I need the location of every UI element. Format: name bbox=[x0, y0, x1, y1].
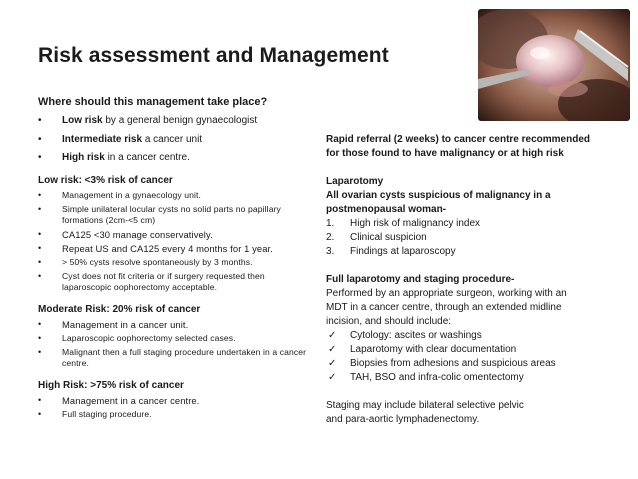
risk-level-list bbox=[38, 114, 313, 166]
list-item bbox=[326, 231, 616, 245]
checkmark-icon: ✓ bbox=[328, 372, 337, 383]
item-text: Simple unilateral locular cysts no solid parts no papillary formations (2cm-<5 cm) bbox=[62, 203, 281, 225]
list-item bbox=[38, 319, 313, 330]
item-text: Full staging procedure. bbox=[62, 408, 152, 419]
item-text: Cyst does not fit criteria or if surgery requested then laparoscopic oophorectomy acceptable. bbox=[62, 270, 265, 292]
item-text: Cytology: ascites or washings bbox=[350, 330, 482, 341]
list-item bbox=[326, 245, 616, 259]
bullet-icon: • bbox=[38, 394, 42, 405]
bullet-icon: • bbox=[38, 152, 42, 163]
bullet-icon: • bbox=[38, 115, 42, 126]
list-item bbox=[326, 371, 616, 385]
low-risk-heading: Low risk: <3% risk of cancer bbox=[38, 174, 173, 186]
bullet-icon: • bbox=[38, 270, 42, 281]
checkmark-icon: ✓ bbox=[328, 358, 337, 369]
staging-note: Staging may include bilateral selective pelvic bbox=[326, 400, 524, 411]
laparotomy-criteria-list bbox=[326, 217, 616, 259]
bullet-icon: • bbox=[38, 203, 42, 214]
bullet-icon: • bbox=[38, 189, 42, 200]
full-laparotomy-text: Performed by an appropriate surgeon, working with an bbox=[326, 288, 567, 299]
right-column bbox=[326, 133, 616, 427]
list-item bbox=[38, 409, 313, 420]
low-risk-list bbox=[38, 190, 313, 293]
risk-label: High risk bbox=[62, 152, 105, 163]
item-text: Laparotomy with clear documentation bbox=[350, 344, 517, 355]
list-item bbox=[38, 151, 313, 166]
item-text: Biopsies from adhesions and suspicious areas bbox=[350, 358, 556, 369]
bullet-icon: • bbox=[38, 332, 42, 343]
list-item bbox=[326, 329, 616, 343]
staging-checklist bbox=[326, 329, 616, 385]
high-risk-heading: High Risk: >75% risk of cancer bbox=[38, 379, 184, 391]
item-text: Management in a gynaecology unit. bbox=[62, 189, 201, 200]
referral-line: for those found to have malignancy or at high risk bbox=[326, 148, 564, 159]
bullet-icon: • bbox=[38, 346, 42, 357]
risk-label: Low risk bbox=[62, 115, 103, 126]
checkmark-icon: ✓ bbox=[328, 344, 337, 355]
high-risk-list bbox=[38, 395, 313, 420]
moderate-risk-heading: Moderate Risk: 20% risk of cancer bbox=[38, 303, 201, 315]
staging-note: and para-aortic lymphadenectomy. bbox=[326, 414, 480, 425]
list-item bbox=[38, 114, 313, 129]
full-laparotomy-heading: Full laparotomy and staging procedure- bbox=[326, 274, 515, 285]
bullet-icon: • bbox=[38, 256, 42, 267]
list-item bbox=[326, 357, 616, 371]
item-text: High risk of malignancy index bbox=[350, 218, 481, 229]
list-item bbox=[38, 133, 313, 148]
list-item bbox=[38, 190, 313, 201]
full-laparotomy-text: MDT in a cancer centre, through an extended midline bbox=[326, 302, 562, 313]
risk-label: Intermediate risk bbox=[62, 133, 143, 145]
list-item bbox=[38, 229, 313, 240]
list-item bbox=[38, 333, 313, 344]
list-item bbox=[38, 243, 313, 254]
item-text: Laparoscopic oophorectomy selected cases. bbox=[62, 332, 236, 343]
item-text: Malignant then a full staging procedure undertaken in a cancer centre. bbox=[62, 346, 307, 368]
list-item bbox=[38, 271, 313, 293]
full-laparotomy-text: incision, and should include: bbox=[326, 316, 452, 327]
list-item bbox=[38, 257, 313, 268]
list-item bbox=[38, 395, 313, 406]
risk-text: in a cancer centre. bbox=[104, 152, 190, 163]
laparotomy-subheading: postmenopausal woman- bbox=[326, 204, 447, 215]
list-item bbox=[38, 347, 313, 369]
checkmark-icon: ✓ bbox=[328, 330, 337, 341]
list-item bbox=[326, 217, 616, 231]
slide-title: Risk assessment and Management bbox=[38, 44, 389, 67]
bullet-icon: • bbox=[38, 318, 42, 329]
list-number: 2. bbox=[326, 232, 335, 243]
item-text: > 50% cysts resolve spontaneously by 3 months. bbox=[62, 256, 253, 267]
laparotomy-heading: Laparotomy bbox=[326, 176, 384, 187]
bullet-icon: • bbox=[38, 228, 42, 239]
question-heading: Where should this management take place? bbox=[38, 96, 268, 108]
list-item bbox=[326, 343, 616, 357]
item-text: Management in a cancer unit. bbox=[62, 318, 189, 330]
item-text: Repeat US and CA125 every 4 months for 1 year. bbox=[62, 242, 273, 254]
list-number: 1. bbox=[326, 218, 335, 229]
risk-text: a cancer unit bbox=[142, 133, 203, 145]
item-text: TAH, BSO and infra-colic omentectomy bbox=[350, 372, 524, 383]
list-number: 3. bbox=[326, 246, 335, 257]
left-column bbox=[38, 96, 313, 430]
risk-text: by a general benign gynaecologist bbox=[102, 115, 258, 126]
item-text: CA125 <30 manage conservatively. bbox=[62, 228, 213, 240]
bullet-icon: • bbox=[38, 408, 42, 419]
item-text: Management in a cancer centre. bbox=[62, 394, 200, 406]
bullet-icon: • bbox=[38, 133, 42, 145]
laparoscopic-ovary-photo-icon bbox=[478, 9, 630, 121]
list-item bbox=[38, 204, 313, 226]
item-text: Findings at laparoscopy bbox=[350, 246, 456, 257]
referral-line: Rapid referral (2 weeks) to cancer centre recommended bbox=[326, 134, 590, 145]
moderate-risk-list bbox=[38, 319, 313, 369]
laparotomy-subheading: All ovarian cysts suspicious of malignancy in a bbox=[326, 190, 551, 201]
item-text: Clinical suspicion bbox=[350, 232, 427, 243]
bullet-icon: • bbox=[38, 242, 42, 253]
